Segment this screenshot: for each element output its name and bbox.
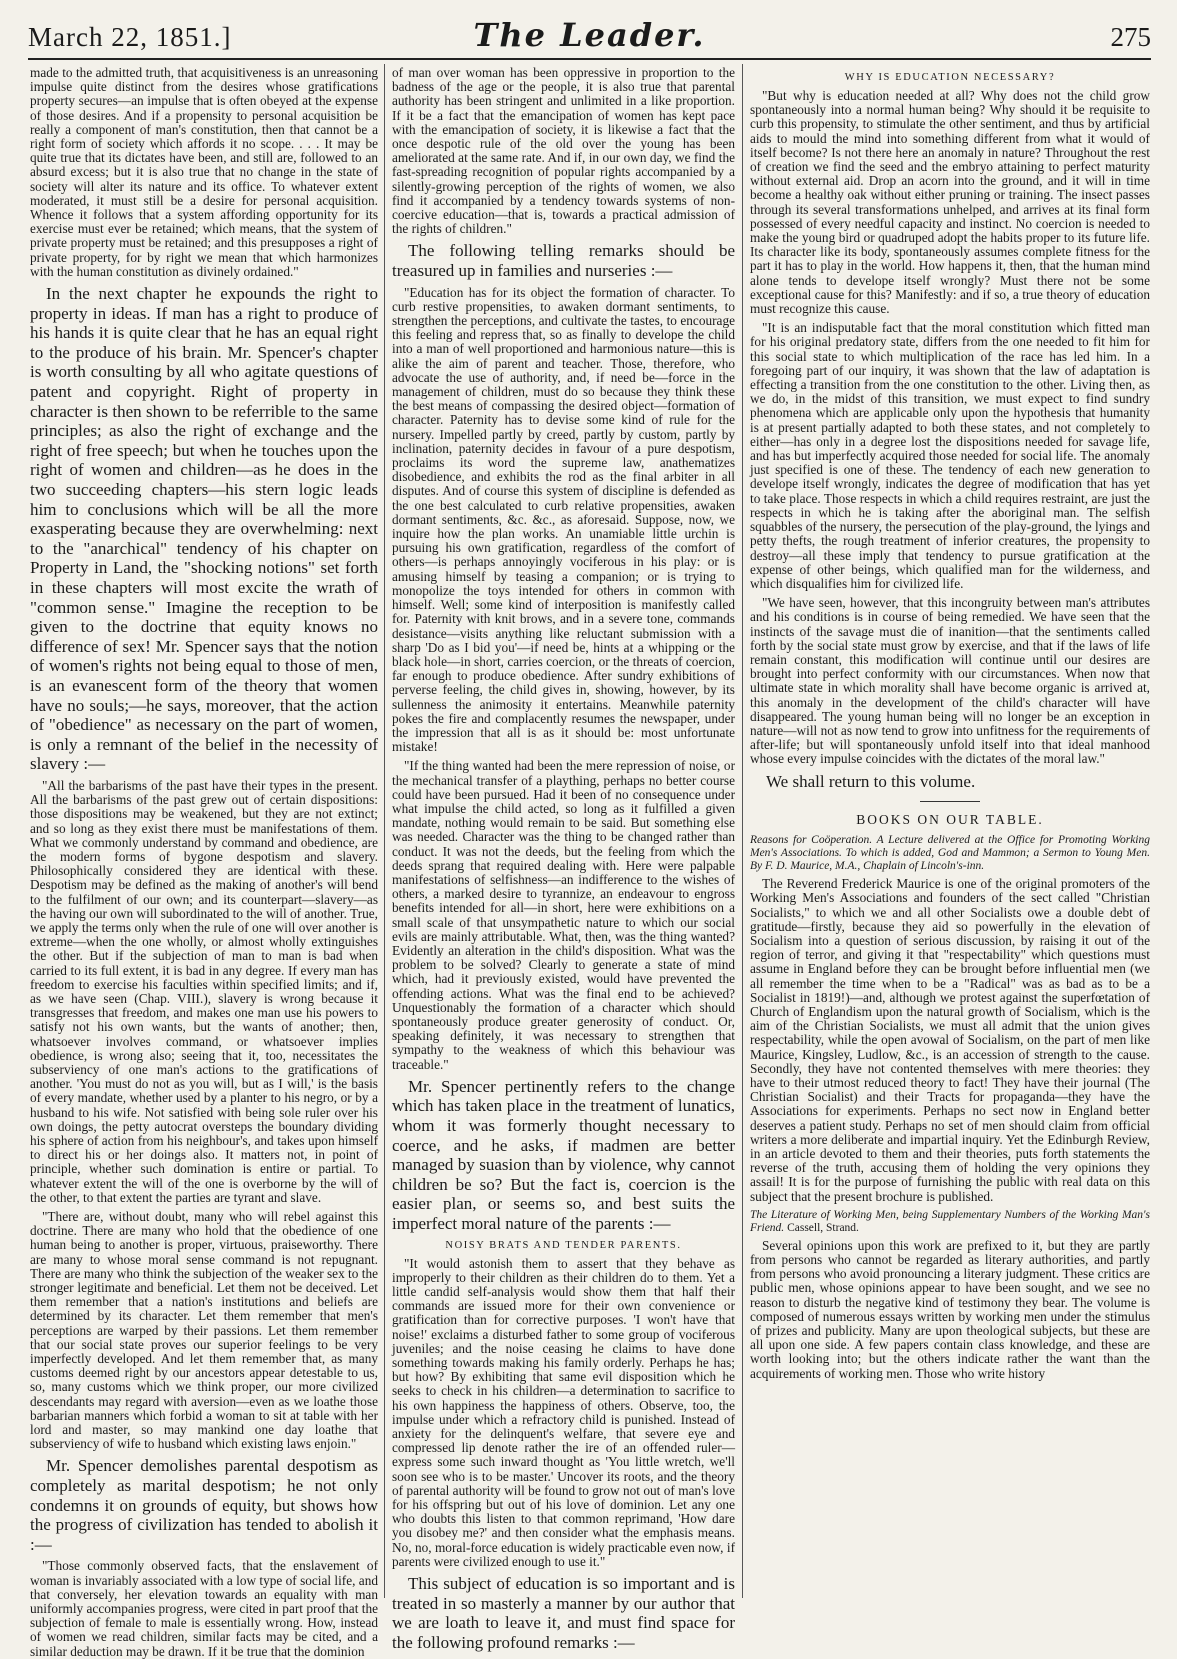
quote-paragraph: "Those commonly observed facts, that the enslavement of woman is invariably associated with a low type of social life, and that conversely, her elevation towards an equality with man uniformly accompanies progress, were cited in part proof that the subjection of female to male is essentially wrong. How, instead of women we read children, similar facts may be cited, and a similar deduction may be drawn. If it be true that the dominion xyxy=(30,1558,378,1659)
review-title-text: The Literature of Working Men, being Supplementary Numbers of the Working Man's Friend. xyxy=(750,1208,1150,1234)
quote-paragraph: "We have seen, however, that this incongruity between man's attributes and his conditions is in course of being remedied. We have seen that the instincts of the savage must die of inanition—that the sentiments called forth by the social state must grow by exercise, and that if the laws of life remain constant, this modification will continue until our desires are brought into perfect conformity with our circumstances. When now that ultimate state in which morality shall have become organic is arrived at, this anomaly in the development of the child's character will have disappeared. The young human being will no longer be an exception in nature—will not as now tend to grow into unfitness for the requirements of after-life; but will spontaneously unfold itself into that ideal manhood whose every impulse coincides with the dictates of the moral law." xyxy=(750,595,1150,767)
quote-paragraph: "All the barbarisms of the past have their types in the present. All the barbarisms of the past grew out of certain dispositions: those dispositions may be weakened, but they are not extinct; and so long as they exist there must be manifestations of them. What we commonly understand by command and obedience, are the modern forms of bygone despotism and slavery. Philosophically considered they are identical with these. Despotism may be defined as the making of another's will bend to the fulfilment of our own; and its counterpart—slavery—as the having our own will subordinated to the will of another. True, we apply the terms only when the rule of one will over another is extreme—when the one wholly, or almost wholly extinguishes the other. But if the subjection of man to man is bad when carried to its full extent, it is bad in any degree. If every man has freedom to exercise his faculties within specified limits; and if, as we have seen (Chap. VIII.), slavery is wrong because it transgresses that freedom, and makes one man use his powers to satisfy not his own wants, but the wants of another; then, whatsoever involves command, or whatsoever implies obedience, is wrong also; seeing that it, too, necessitates the subserviency of one man's actions to the gratifications of another. 'You must do not as you will, but as I will,' is the basis of every mandate, whether used by a planter to his negro, or by a husband to his wife. Not satisfied with being sole ruler over his own doings, the petty autocrat oversteps the boundary dividing his sphere of action from his neighbour's, and takes upon himself to direct his or her doings also. It matters not, in point of principle, whether such domination is entire or partial. To whatever extent the will of the one is overborne by the will of the other, to that extent the parties are tyrant and slave. xyxy=(30,777,378,1205)
column-left xyxy=(30,65,378,1659)
review-title xyxy=(750,1209,1150,1235)
masthead xyxy=(28,14,1151,60)
issue-date: March 22, 1851.] xyxy=(28,22,232,52)
column-rule xyxy=(384,64,385,1598)
column-rule xyxy=(742,64,743,1598)
newspaper-title: The Leader. xyxy=(473,16,706,54)
body-paragraph: We shall return to this volume. xyxy=(766,771,976,791)
column-middle xyxy=(392,65,735,1652)
quote-continuation: of man over woman has been oppressive in proportion to the badness of the age or the people, it is also true that parental authority has been stringent and unlimited in a like proportion. If it be a fact that the emancipation of women has kept pace with the emancipation of society, it is likewise a fact that the once despotic rule of the old over the young has been ameliorated at the same rate. And if, in our own day, we find the fast-spreading recognition of popular rights accompanied by a silently-growing perception of the rights of women, we also find it accompanied by a tendency towards systems of non-coercive education—that is, towards a practical admission of the rights of children." xyxy=(392,65,735,237)
body-paragraph: This subject of education is so important and is treated in so masterly a manner by our author that we are loath to leave it, and must find space for the following profound remarks :— xyxy=(392,1574,735,1652)
quote-paragraph: "If the thing wanted had been the mere repression of noise, or the mechanical transfer of a plaything, perhaps no better course could have been pursued. Had it been of no consequence under what impulse the child acted, so long as it fulfilled a given mandate, nothing would remain to be said. But something else was needed. Character was the thing to be changed rather than conduct. It was not the deeds, but the feeling from which the deeds sprang that required dealing with. Here were palpable manifestations of selfishness—an indifference to the wishes of others, a marked desire to tyrannize, an endeavour to engross benefits intended for all—in short, here were exhibitions on a small scale of that unsympathetic nature to which our social evils are mainly attributable. What, then, was the thing wanted? Evidently an alteration in the child's disposition. What was the problem to be solved? Clearly to generate a state of mind which, had it previously existed, would have prevented the offending actions. What was the final end to be achieved? Unquestionably the formation of a character which should spontaneously produce greater generosity of conduct. Or, speaking definitely, it was necessary to strengthen that sympathy to the weakness of which this behaviour was traceable." xyxy=(392,758,735,1072)
quote-paragraph: "It would astonish them to assert that they behave as improperly to their children as their children do to them. Yet a little candid self-analysis would show them that half their commands are issued more for their own convenience or gratification than for corrective purposes. 'I won't have that noise!' exclaims a disturbed father to some group of vociferous juveniles; and the noise ceasing he claims to have done something towards making his family orderly. Perhaps he has; but how? By exhibiting that same evil disposition which he seeks to check in his children—a determination to sacrifice to his own happiness the happiness of others. Observe, too, the impulse under which a refractory child is punished. Instead of anxiety for the delinquent's welfare, that severe eye and compressed lip denote rather the ire of an offended ruler—express some such inward thought as 'You little wretch, we'll soon see who is to be master.' Uncover its roots, and the theory of parental authority will be found to grow not out of man's love for his offspring but out of his love of dominion. Let any one who doubts this listen to that common reprimand, 'How dare you disobey me?' and then consider what the emphasis means. No, no, moral-force education is widely practicable even now, if parents were civilized enough to use it." xyxy=(392,1255,735,1569)
quote-paragraph: "It is an indisputable fact that the moral constitution which fitted man for his original predatory state, differs from the one needed to fit him for this social state to which multiplication of the race has led him. In a foregoing part of our inquiry, it was shown that the law of adaptation is effecting a transition from the one constitution to the other. Living then, as we do, in the midst of this transition, we must expect to find sundry phenomena which are applicable only upon the hypothesis that humanity is at present partially adapted to both these states, and not completely to either—has only in a degree lost the dispositions needed for savage life, and has but imperfectly acquired those needed for social life. The anomaly just specified is one of these. The tendency of each new generation to develope itself wrongly, indicates the degree of modification that has yet to take place. Those respects in which a child requires restraint, are just the respects in which he is taking after the aboriginal man. The selfish squabbles of the nursery, the persecution of the play-ground, the lyings and petty thefts, the rough treatment of inferior creatures, the propensity to destroy—all these imply that tendency to pursue gratification at the expense of other beings, which qualified man for the wilderness, and which disqualifies him for civilized life. xyxy=(750,320,1150,591)
quote-subheading: WHY IS EDUCATION NECESSARY? xyxy=(844,72,1056,83)
quote-subheading: NOISY BRATS AND TENDER PARENTS. xyxy=(445,1239,682,1251)
page-number: 275 xyxy=(1110,22,1151,52)
column-right xyxy=(750,66,1150,1604)
review-body: Several opinions upon this work are prefixed to it, but they are partly from persons who cannot be regarded as literary authorities, and partly from persons who avoid pronouncing a literary judgment. These critics are public men, whose opinions appear to have been sought, and we see no reason to disturb the negative kind of testimony they bear. The volume is composed of numerous essays written by working men under the stimulus of prizes and publicity. Many are upon theological subjects, but these are all upon one side. A few papers contain class knowledge, and these are worth looking into; but the others indicate rather the want than the acquirements of working men. Those who write history xyxy=(750,1237,1150,1381)
quote-paragraph: "Education has for its object the formation of character. To curb restive propensities, to awaken dormant sentiments, to strengthen the perceptions, and cultivate the tastes, to encourage this feeling and repress that, so as finally to develope the child into a man of well proportioned and harmonious nature—this is alike the aim of parent and teacher. Those, therefore, who advocate the use of authority, and, if need be—force in the management of children, must do so because they think these the best means of compassing the desired object—formation of character. Paternity has to devise some kind of rule for the nursery. Impelled partly by creed, partly by custom, partly by inclination, paternity decides in favour of a pure despotism, proclaims its word the supreme law, anathematizes disobedience, and exhibits the rod as the final arbiter in all disputes. And of course this system of discipline is defended as the one best calculated to curb relative propensities, awaken dormant sentiments, &c. &c., as aforesaid. Suppose, now, we inquire how the plan works. An unamiable little urchin is pursuing his own gratification, regardless of the comfort of others—is perhaps annoyingly vociferous in his play: or is amusing himself by teasing a companion; or is trying to monopolize the toys intended for others in common with himself. Well; some kind of interposition is manifestly called for. Paternity with knit brows, and in a severe tone, commands desistance—visits anything like reluctant submission with a sharp 'Do as I bid you'—if need be, hints at a whipping or the black hole—in short, carries coercion, or the threats of coercion, far enough to produce obedience. After sundry exhibitions of perverse feeling, the child gives in, showing, however, by its sullenness the animosity it entertains. Meanwhile paternity pokes the fire and complacently resumes the newspaper, under the impression that all is as it should be: most unfortunate mistake! xyxy=(392,284,735,755)
body-paragraph: Mr. Spencer demolishes parental despotism as completely as marital despotism; he not only condemns it on grounds of equity, but shows how the progress of civilization has tended to abolish it :— xyxy=(30,1456,378,1554)
section-heading: BOOKS ON OUR TABLE. xyxy=(856,812,1044,828)
body-paragraph: In the next chapter he expounds the right to property in ideas. If man has a right to produce of his hands it is quite clear that he has an equal right to the produce of his brain. Mr. Spencer's chapter is worth consulting by all who agitate questions of patent and copyright. Right of property in character is then shown to be referrible to the same principles; as also the right of exchange and the right of free speech; but when he touches upon the right of women and children—as he does in the two succeeding chapters—his stern logic leads him to conclusions which will be all the more exasperating because they are overwhelming: next to the "anarchical" tendency of his chapter on Property in Land, the "shocking notions" set forth in these chapters will most excite the wrath of "common sense." Imagine the reception to be given to the doctrine that equity knows no difference of sex! Mr. Spencer says that the notion of women's rights not being equal to those of men, is an evanescent form of the theory that women have no souls;—he says, moreover, that the action of "obedience" as necessary on the part of women, is only a remnant of the belief in the necessity of slavery :— xyxy=(30,284,378,774)
quote-paragraph: "There are, without doubt, many who will rebel against this doctrine. There are many who hold that the obedience of one human being to another is proper, virtuous, praiseworthy. There are many to whose moral sense command is not repugnant. There are many who think the subjection of the weaker sex to the stronger legitimate and beneficial. Let them not be deceived. Let them remember that a nation's institutions and beliefs are determined by its character. Let them remember that men's perceptions are warped by their passions. Let them remember that our social state proves our superior feelings to be very imperfectly developed. And let them remember that, as many customs deemed right by our ancestors appear detestable to us, so, many customs which we think proper, our more civilized descendants may regard with aversion—even as we loathe those barbarian manners which forbid a woman to sit at table with her lord and master, so may mankind one day loathe that subserviency of wife to husband which existing laws enjoin." xyxy=(30,1208,378,1452)
body-paragraph: The following telling remarks should be treasured up in families and nurseries :— xyxy=(392,241,735,281)
quote-continuation: made to the admitted truth, that acquisitiveness is an unreasoning impulse quite distinct from the desires whose gratifications property secures—an impulse that is often obeyed at the expense of those desires. And if a propensity to personal acquisition be really a component of man's constitution, then that cannot be a right form of society which affords it no scope. . . . It may be quite true that its dictates have been, and still are, followed to an absurd excess; but it is also true that no change in the state of society will alter its nature and its office. To whatever extent moderated, it must still be a desire for personal acquisition. Whence it follows that a system affording opportunity for its exercise must ever be retained; which means, that the system of private property must be retained; and this presupposes a right of private property, for by right we mean that which harmonizes with the human constitution as divinely ordained." xyxy=(30,65,378,279)
section-divider xyxy=(920,801,980,802)
review-publisher: Cassell, Strand. xyxy=(787,1221,859,1234)
review-body: The Reverend Frederick Maurice is one of the original promoters of the Working Men's Associations and founders of the sect called "Christian Socialists," to which we and all other Socialists owe a double debt of gratitude—firstly, because they aid so powerfully in the elevation of Socialism into a question of serious discussion, by raising it out of the region of terror, and giving it that "respectability" which questions must assume in England before they can be brought before influential men (we all remember the time when to be a "Radical" was as bad as to be a Socialist in 1819!)—and, although we protest against the superfœtation of Church of Englandism upon the natural growth of Socialism, which is the aim of the Christian Socialists, we must all admit that the union gives respectability, while the open avowal of Socialism, on the part of men like Maurice, Kingsley, Ludlow, &c., is an accession of strength to the cause. Secondly, they have not contented themselves with mere theories: they have to their utmost reduced theory to fact! They have their journal (The Christian Socialist) and their Tracts for propaganda—they have the Associations for experiments. Perhaps no sect now in England better deserves a patient study. Perhaps no set of men should claim from official writers a more deliberate and impartial inquiry. Yet the Edinburgh Review, in an article devoted to them and their theories, puts forth statements the reverse of the truth, accusing them of holding the very opinions they assail! It is for the purpose of furnishing the public with real data on this subject that the present brochure is published. xyxy=(750,876,1150,1204)
quote-paragraph: "But why is education needed at all? Why does not the child grow spontaneously into a normal human being? Why should it be requisite to curb this propensity, to stimulate the other sentiment, and thus by artificial aids to mould the mind into something different from what it would of itself become? Is not there here an anomaly in nature? Throughout the rest of creation we find the seed and the embryo attaining to perfect maturity without external aid. Drop an acorn into the ground, and it will in time become a healthy oak without either pruning or training. The insect passes through its several transformations unhelped, and arrives at its final form possessed of every needful capacity and instinct. No coercion is needed to make the young bird or quadruped adopt the habits proper to its future life. Its character like its body, spontaneously assumes complete fitness for the part it has to play in the world. How happens it, then, that the human mind alone tends to develope itself wrongly? Must there not be some exceptional cause for this? Manifestly: and if so, a true theory of education must recognize this cause. xyxy=(750,88,1150,317)
body-paragraph: Mr. Spencer pertinently refers to the change which has taken place in the treatment of lunatics, whom it was formerly thought necessary to coerce, and he asks, if madmen are better managed by suasion than by violence, why cannot children be so? But the fact is, coercion is the easier plan, or seems so, and best suits the imperfect moral nature of the parents :— xyxy=(392,1076,735,1233)
review-title: Reasons for Coöperation. A Lecture delivered at the Office for Promoting Working Men's Associations. To which is added, God and Mammon; a Sermon to Young Men. By F. D. Maurice, M.A., Chaplain of Lincoln's-inn. xyxy=(750,834,1150,873)
